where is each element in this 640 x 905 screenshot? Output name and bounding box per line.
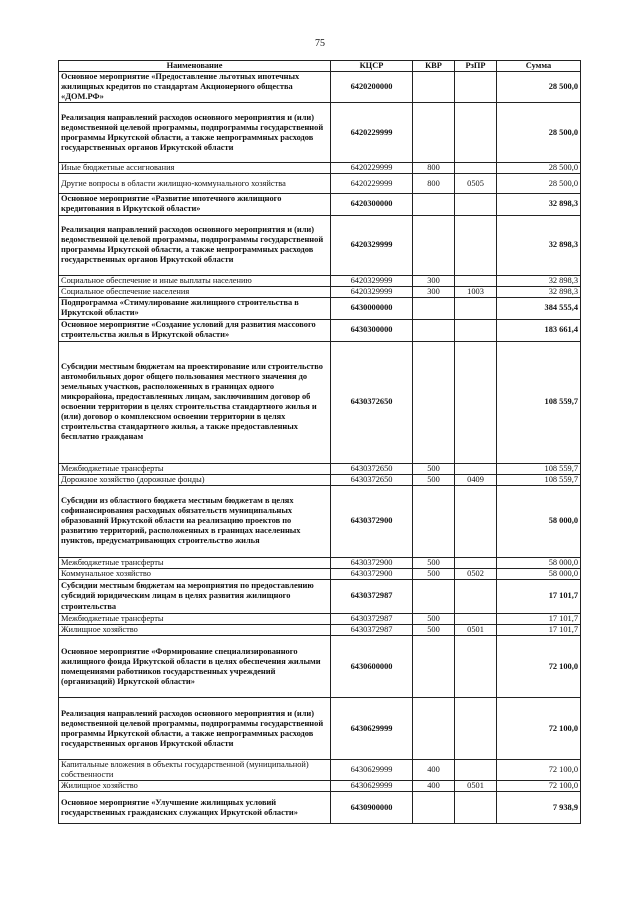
table-row	[59, 557, 581, 568]
header-name: Наименование	[59, 61, 331, 72]
cell-rzpr: 0501	[455, 781, 497, 792]
cell-name: Межбюджетные трансферты	[59, 463, 331, 474]
table-row	[59, 792, 581, 824]
cell-kcsr: 6430372650	[331, 474, 413, 485]
table-row	[59, 194, 581, 215]
cell-rzpr	[455, 341, 497, 463]
cell-kcsr: 6420300000	[331, 194, 413, 215]
table-row	[59, 215, 581, 275]
cell-sum: 28 500,0	[497, 103, 581, 163]
header-sum: Сумма	[497, 61, 581, 72]
cell-rzpr	[455, 103, 497, 163]
cell-sum: 72 100,0	[497, 698, 581, 760]
cell-kvr	[413, 215, 455, 275]
cell-kcsr: 6430629999	[331, 781, 413, 792]
cell-name: Социальное обеспечение и иные выплаты населению	[59, 275, 331, 286]
cell-kvr: 500	[413, 474, 455, 485]
cell-name: Жилищное хозяйство	[59, 625, 331, 636]
budget-table	[58, 60, 581, 824]
table-row	[59, 625, 581, 636]
cell-kvr: 400	[413, 760, 455, 781]
cell-kcsr: 6420329999	[331, 215, 413, 275]
cell-sum: 183 661,4	[497, 319, 581, 341]
cell-kcsr: 6430372650	[331, 463, 413, 474]
cell-kcsr: 6430372987	[331, 625, 413, 636]
cell-kvr: 300	[413, 286, 455, 297]
cell-name: Субсидии местным бюджетам на мероприятия по предоставлению субсидий юридическим лицам в целях развития жилищного строительства	[59, 580, 331, 614]
cell-sum: 384 555,4	[497, 297, 581, 319]
cell-kcsr: 6430300000	[331, 319, 413, 341]
cell-name: Дорожное хозяйство (дорожные фонды)	[59, 474, 331, 485]
cell-rzpr	[455, 275, 497, 286]
cell-name: Межбюджетные трансферты	[59, 557, 331, 568]
cell-kvr	[413, 792, 455, 824]
table-row	[59, 760, 581, 781]
cell-kvr: 500	[413, 463, 455, 474]
cell-kcsr: 6430900000	[331, 792, 413, 824]
cell-kvr: 500	[413, 625, 455, 636]
cell-kcsr: 6430629999	[331, 698, 413, 760]
header-row	[59, 61, 581, 72]
cell-sum: 17 101,7	[497, 580, 581, 614]
cell-sum: 28 500,0	[497, 174, 581, 194]
cell-sum: 17 101,7	[497, 625, 581, 636]
cell-rzpr	[455, 614, 497, 625]
cell-kcsr: 6430372650	[331, 341, 413, 463]
cell-kvr	[413, 485, 455, 557]
cell-name: Капитальные вложения в объекты государственной (муниципальной) собственности	[59, 760, 331, 781]
cell-sum: 32 898,3	[497, 194, 581, 215]
cell-kcsr: 6430372900	[331, 568, 413, 579]
cell-rzpr	[455, 698, 497, 760]
table-row	[59, 174, 581, 194]
cell-rzpr	[455, 319, 497, 341]
cell-rzpr: 0505	[455, 174, 497, 194]
table-header	[59, 61, 581, 72]
cell-name: Основное мероприятие «Предоставление льготных ипотечных жилищных кредитов по стандартам Акционерного общества «ДОМ.РФ»	[59, 72, 331, 103]
cell-name: Основное мероприятие «Улучшение жилищных условий государственных гражданских служащих Иркутской области»	[59, 792, 331, 824]
cell-kvr	[413, 297, 455, 319]
cell-rzpr	[455, 760, 497, 781]
cell-kcsr: 6430372987	[331, 580, 413, 614]
cell-rzpr: 0409	[455, 474, 497, 485]
cell-kcsr: 6430600000	[331, 636, 413, 698]
cell-sum: 58 000,0	[497, 485, 581, 557]
cell-name: Другие вопросы в области жилищно-коммунального хозяйства	[59, 174, 331, 194]
cell-sum: 72 100,0	[497, 781, 581, 792]
table-row	[59, 72, 581, 103]
cell-name: Субсидии местным бюджетам на проектирование или строительство автомобильных дорог общего пользования местного значения до земельных участков, расположенных в границах одного микрорайона, предоставленных лицам, заключившим договор об освоении территории в целях строительства стандартного жилья и (или) договор о комплексном освоении территории в целях строительства стандартного жилья, а также предоставленных бесплатно гражданам	[59, 341, 331, 463]
cell-name: Подпрограмма «Стимулирование жилищного строительства в Иркутской области»	[59, 297, 331, 319]
cell-name: Основное мероприятие «Создание условий для развития массового строительства жилья в Иркутской области»	[59, 319, 331, 341]
table-row	[59, 341, 581, 463]
cell-kvr: 400	[413, 781, 455, 792]
cell-sum: 32 898,3	[497, 286, 581, 297]
cell-rzpr	[455, 297, 497, 319]
page-number: 75	[315, 38, 325, 49]
cell-name: Социальное обеспечение населения	[59, 286, 331, 297]
cell-rzpr	[455, 215, 497, 275]
cell-sum: 72 100,0	[497, 636, 581, 698]
table-row	[59, 781, 581, 792]
cell-sum: 28 500,0	[497, 72, 581, 103]
cell-kcsr: 6430372900	[331, 557, 413, 568]
cell-name: Реализация направлений расходов основного мероприятия и (или) ведомственной целевой программы, подпрограммы государственной программы Иркутской области, а также непрограммных расходов государственных органов Иркутской области	[59, 698, 331, 760]
cell-kvr: 500	[413, 614, 455, 625]
cell-kvr	[413, 698, 455, 760]
cell-rzpr	[455, 163, 497, 174]
table-row	[59, 474, 581, 485]
cell-kvr	[413, 103, 455, 163]
cell-sum: 58 000,0	[497, 568, 581, 579]
table-row	[59, 485, 581, 557]
cell-kvr	[413, 636, 455, 698]
cell-kcsr: 6420200000	[331, 72, 413, 103]
cell-name: Жилищное хозяйство	[59, 781, 331, 792]
table-row	[59, 698, 581, 760]
header-rzpr: РзПР	[455, 61, 497, 72]
cell-sum: 108 559,7	[497, 463, 581, 474]
table-row	[59, 297, 581, 319]
cell-name: Реализация направлений расходов основного мероприятия и (или) ведомственной целевой программы, подпрограммы государственной программы Иркутской области, а также непрограммных расходов государственных органов Иркутской области	[59, 103, 331, 163]
cell-kcsr: 6420229999	[331, 103, 413, 163]
cell-kvr: 800	[413, 174, 455, 194]
cell-kvr: 800	[413, 163, 455, 174]
cell-kvr: 500	[413, 557, 455, 568]
cell-sum: 7 938,9	[497, 792, 581, 824]
table-row	[59, 163, 581, 174]
cell-kcsr: 6430372987	[331, 614, 413, 625]
cell-rzpr	[455, 557, 497, 568]
cell-kvr	[413, 341, 455, 463]
cell-kcsr: 6420229999	[331, 174, 413, 194]
cell-name: Субсидии из областного бюджета местным бюджетам в целях софинансирования расходных обязательств муниципальных образований Иркутской области на реализацию проектов по развитию территорий, расположенных в границах населенных пунктов, предусматривающих строительство жилья	[59, 485, 331, 557]
table-row	[59, 463, 581, 474]
cell-sum: 108 559,7	[497, 341, 581, 463]
header-kcsr: КЦСР	[331, 61, 413, 72]
cell-name: Иные бюджетные ассигнования	[59, 163, 331, 174]
table-row	[59, 319, 581, 341]
cell-rzpr: 1003	[455, 286, 497, 297]
cell-name: Межбюджетные трансферты	[59, 614, 331, 625]
table-row	[59, 275, 581, 286]
cell-rzpr: 0501	[455, 625, 497, 636]
cell-sum: 72 100,0	[497, 760, 581, 781]
cell-rzpr	[455, 792, 497, 824]
table-row	[59, 568, 581, 579]
cell-kcsr: 6420229999	[331, 163, 413, 174]
cell-kcsr: 6430629999	[331, 760, 413, 781]
cell-rzpr: 0502	[455, 568, 497, 579]
cell-kvr	[413, 580, 455, 614]
table-row	[59, 636, 581, 698]
cell-kvr: 300	[413, 275, 455, 286]
cell-rzpr	[455, 580, 497, 614]
table-body	[59, 72, 581, 824]
cell-sum: 17 101,7	[497, 614, 581, 625]
cell-kvr	[413, 194, 455, 215]
cell-sum: 32 898,3	[497, 275, 581, 286]
cell-kvr: 500	[413, 568, 455, 579]
table-row	[59, 580, 581, 614]
cell-kcsr: 6430000000	[331, 297, 413, 319]
table-row	[59, 614, 581, 625]
cell-kcsr: 6430372900	[331, 485, 413, 557]
cell-sum: 32 898,3	[497, 215, 581, 275]
cell-rzpr	[455, 636, 497, 698]
cell-rzpr	[455, 194, 497, 215]
cell-name: Основное мероприятие «Формирование специализированного жилищного фонда Иркутской области в целях обеспечения жилыми помещениями работников государственных учреждений (организаций) Иркутской области»	[59, 636, 331, 698]
cell-rzpr	[455, 72, 497, 103]
cell-sum: 28 500,0	[497, 163, 581, 174]
table-row	[59, 286, 581, 297]
cell-name: Коммунальное хозяйство	[59, 568, 331, 579]
cell-kcsr: 6420329999	[331, 275, 413, 286]
cell-kvr	[413, 72, 455, 103]
cell-kvr	[413, 319, 455, 341]
cell-rzpr	[455, 463, 497, 474]
cell-name: Основное мероприятие «Развитие ипотечного жилищного кредитования в Иркутской области»	[59, 194, 331, 215]
cell-rzpr	[455, 485, 497, 557]
header-kvr: КВР	[413, 61, 455, 72]
table-row	[59, 103, 581, 163]
cell-kcsr: 6420329999	[331, 286, 413, 297]
cell-name: Реализация направлений расходов основного мероприятия и (или) ведомственной целевой программы, подпрограммы государственной программы Иркутской области, а также непрограммных расходов государственных органов Иркутской области	[59, 215, 331, 275]
cell-sum: 58 000,0	[497, 557, 581, 568]
cell-sum: 108 559,7	[497, 474, 581, 485]
